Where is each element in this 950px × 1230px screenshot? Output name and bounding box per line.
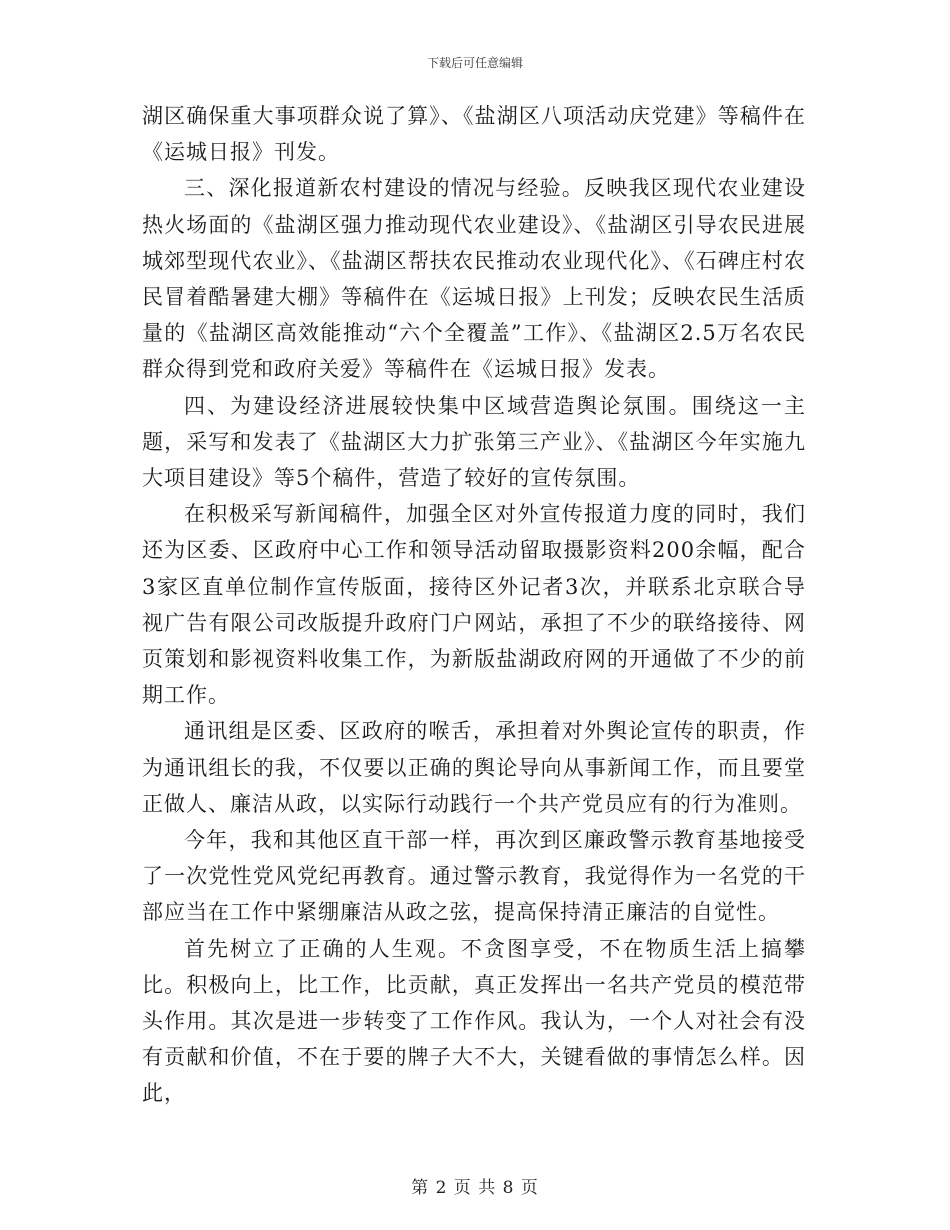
paragraph-section-three: 三、深化报道新农村建设的情况与经验。反映我区现代农业建设热火场面的《盐湖区强力推动现代农业建设》、《盐湖区引导农民进展城郊型现代农业》、《盐湖区帮扶农民推动农业现代化》、《石碑庄村农民冒着酷暑建大棚》等稿件在《运城日报》上刊发；反映农民生活质量的《盐湖区高效能推动“六个全覆盖”工作》、《盐湖区2.5万名农民群众得到党和政府关爱》等稿件在《运城日报》发表。 xyxy=(142,176,806,382)
paragraph-outlook: 首先树立了正确的人生观。不贪图享受，不在物质生活上搞攀比。积极向上，比工作，比贡献，真正发挥出一名共产党员的模范带头作用。其次是进一步转变了工作作风。我认为，一个人对社会有没有贡献和价值，不在于要的牌子大不大，关键看做的事情怎么样。因此， xyxy=(142,936,806,1106)
page-number: 第 2 页 共 8 页 xyxy=(411,1178,539,1198)
paragraph-continuation: 湖区确保重大事项群众说了算》、《盐湖区八项活动庆党建》等稿件在《运城日报》刊发。 xyxy=(142,104,806,165)
paragraph-warning-education: 今年，我和其他区直干部一样，再次到区廉政警示教育基地接受了一次党性党风党纪再教育。通过警示教育，我觉得作为一名党的干部应当在工作中紧绷廉洁从政之弦，提高保持清正廉洁的自觉性。 xyxy=(142,828,806,925)
paragraph-news-group-role: 通讯组是区委、区政府的喉舌，承担着对外舆论宣传的职责，作为通讯组长的我，不仅要以正确的舆论导向从事新闻工作，而且要堂正做人、廉洁从政，以实际行动践行一个共产党员应有的行为准则。 xyxy=(142,719,806,816)
paragraph-section-four: 四、为建设经济进展较快集中区域营造舆论氛围。围绕这一主题，采写和发表了《盐湖区大力扩张第三产业》、《盐湖区今年实施九大项目建设》等5个稿件，营造了较好的宣传氛围。 xyxy=(142,393,806,491)
document-body xyxy=(142,98,806,1112)
paragraph-publicity-work: 在积极采写新闻稿件，加强全区对外宣传报道力度的同时，我们还为区委、区政府中心工作和领导活动留取摄影资料200余幅，配合3家区直单位制作宣传版面，接待区外记者3次，并联系北京联合导视广告有限公司改版提升政府门户网站，承担了不少的联络接待、网页策划和影视资料收集工作，为新版盐湖政府网的开通做了不少的前期工作。 xyxy=(142,502,806,708)
page-header: 下载后可任意编辑 xyxy=(426,56,523,70)
